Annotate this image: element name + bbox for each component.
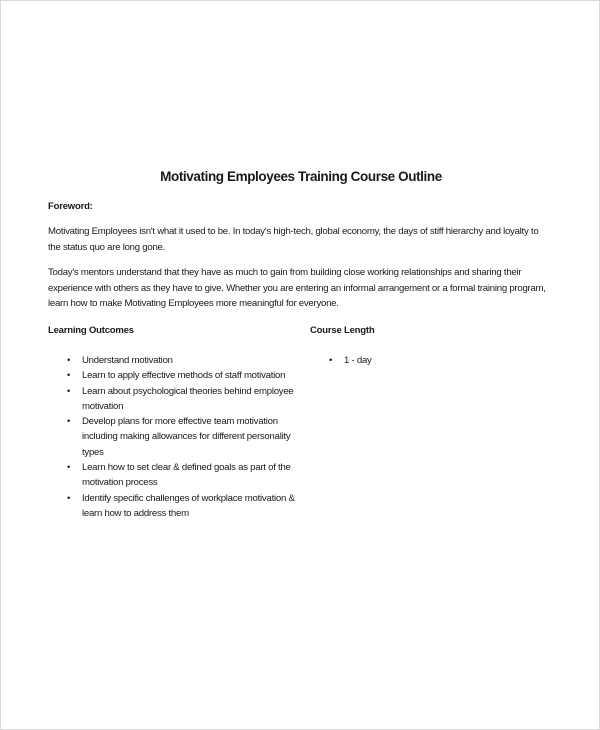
list-item-text: Learn to apply effective methods of staff motivation — [82, 370, 286, 382]
list-item-text: 1 - day — [344, 355, 372, 366]
bullet-icon: • — [67, 462, 71, 474]
bullet-icon: • — [67, 492, 71, 504]
list-item-text: Learn how to set clear & defined goals as part of the motivation process — [82, 462, 291, 489]
bullet-icon: • — [67, 416, 71, 428]
foreword-paragraph-2: Today's mentors understand that they have as much to gain from building close working relationships and sharing their experience with others as they have to give. Whether you are entering an informal arrangement or a formal training program, learn how to make Motivating Employees more meaningful for everyone. — [48, 267, 546, 309]
document-title: Motivating Employees Training Course Outline — [160, 169, 442, 184]
list-item-text: Identify specific challenges of workplace motivation & learn how to address them — [82, 492, 295, 519]
bullet-icon: • — [329, 355, 333, 366]
bullet-icon: • — [67, 385, 71, 397]
bullet-icon: • — [67, 370, 71, 382]
learning-outcomes-heading: Learning Outcomes — [48, 325, 134, 336]
list-item-text: Learn about psychological theories behind employee motivation — [82, 385, 294, 412]
foreword-heading: Foreword: — [48, 201, 93, 212]
course-length-list — [329, 353, 479, 368]
bullet-icon: • — [67, 355, 71, 366]
list-item — [67, 491, 302, 522]
foreword-paragraph-1: Motivating Employees isn't what it used to be. In today's high-tech, global economy, the days of stiff hierarchy and loyalty to the status quo are long gone. — [48, 226, 539, 253]
list-item-text: Develop plans for more effective team motivation including making allowances for different personality types — [82, 416, 291, 458]
list-item — [67, 368, 302, 383]
list-item — [67, 414, 302, 460]
list-item-text: Understand motivation — [82, 355, 173, 366]
list-item — [329, 353, 479, 368]
list-item — [67, 460, 302, 491]
course-length-heading: Course Length — [310, 325, 375, 336]
list-item — [67, 353, 302, 368]
list-item — [67, 384, 302, 415]
learning-outcomes-list — [67, 353, 302, 521]
